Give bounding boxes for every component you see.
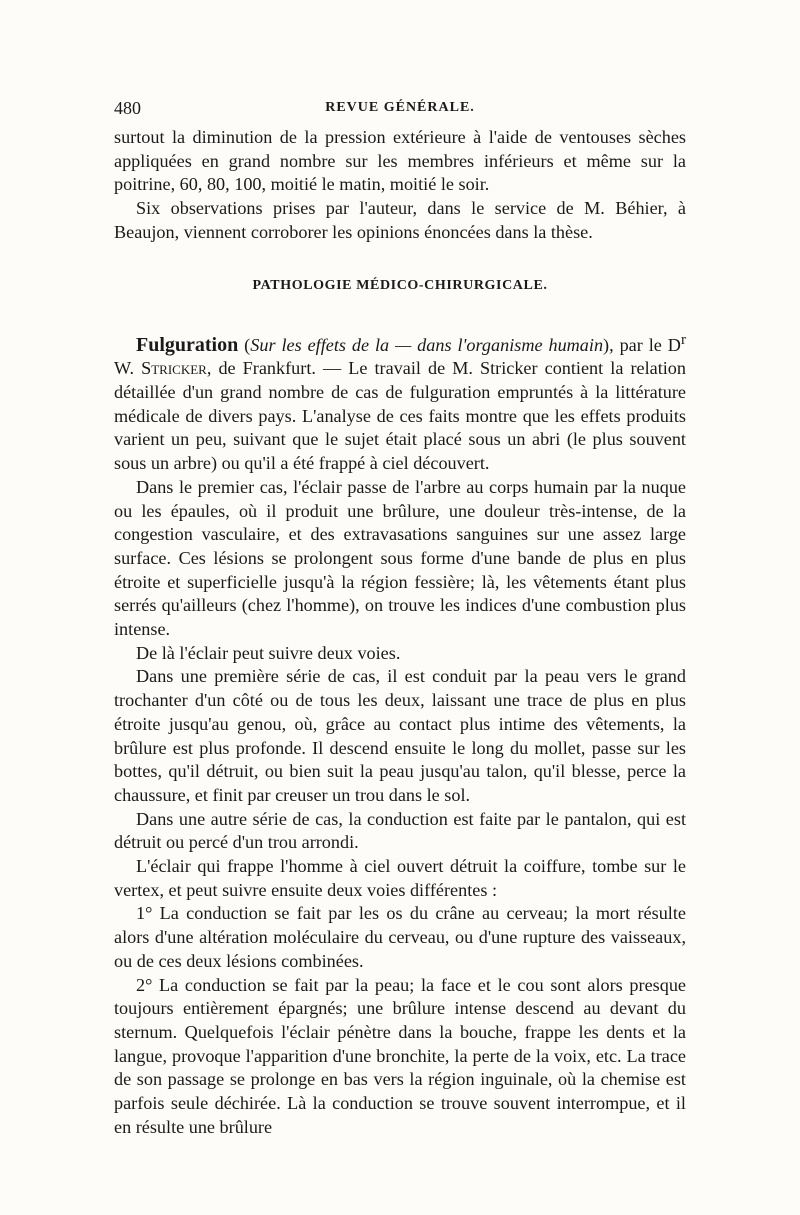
section-heading: PATHOLOGIE MÉDICO-CHIRURGICALE. xyxy=(252,277,548,293)
document-page xyxy=(114,98,686,1139)
paragraph: Six observations prises par l'auteur, dans le service de M. Béhier, à Beaujon, viennent corroborer les opinions énoncées dans la thèse. xyxy=(114,198,686,242)
author-initial: W. xyxy=(114,358,142,379)
running-title: REVUE GÉNÉRALE. xyxy=(325,100,475,115)
paragraph: De là l'éclair peut suivre deux voies. xyxy=(136,642,401,663)
list-item-paragraph: 2° La conduction se fait par la peau; la face et le cou sont alors presque toujours entièrement épargnés; une brûlure intense descend au devant du sternum. Quelquefois l'éclair pénètre dans la bouche, frappe les dents et la langue, provoque l'apparition d'une bronchite, la perte de la voix, etc. La trace de son passage se prolonge en bas vers la région inguinale, où la chemise est parfois seule déchirée. Là la conduction se trouve souvent interrompue, et il en résulte une brûlure xyxy=(114,974,686,1137)
subtitle-close: ), par le D xyxy=(603,334,681,355)
article-intro-text: , de Frankfurt. — Le travail de M. Stricker contient la relation détaillée d'un grand nombre de cas de fulguration empruntés à la littérature médicale de divers pays. L'analyse de ces faits montre que les effets produits varient un peu, suivant que le sujet était placé sous un abri (le plus souvent sous un arbre) ou qu'il a été frappé à ciel découvert. xyxy=(114,358,686,474)
list-item-paragraph: 1° La conduction se fait par les os du crâne au cerveau; la mort résulte alors d'une altération moléculaire du cerveau, ou d'une rupture des vaisseaux, ou de ces deux lésions combinées. xyxy=(114,903,686,971)
paragraph: L'éclair qui frappe l'homme à ciel ouvert détruit la coiffure, tombe sur le vertex, et peut suivre ensuite deux voies différentes : xyxy=(114,856,686,900)
article-subtitle: Sur les effets de la — dans l'organisme humain xyxy=(250,334,604,355)
paragraph: Dans une autre série de cas, la conduction est faite par le pantalon, qui est détruit ou percé d'un trou arrondi. xyxy=(114,808,686,853)
article-intro-paragraph xyxy=(114,328,686,476)
page-number: 480 xyxy=(114,98,141,118)
paragraph: Dans une première série de cas, il est conduit par la peau vers le grand trochanter d'un côté ou de tous les deux, laissant une trace de plus en plus étroite jusqu'au genou, où, grâce au contact plus intime des vêtements, la brûlure est plus profonde. Il descend ensuite le long du mollet, passe sur les bottes, qu'il détruit, ou bien suit la peau jusqu'au talon, qu'il blesse, perce la chaussure, et finit par creuser un trou dans le sol. xyxy=(114,666,686,805)
running-header xyxy=(114,98,686,122)
paragraph: surtout la diminution de la pression extérieure à l'aide de ventouses sèches appliquées en grand nombre sur les membres inférieurs et même sur la poitrine, 60, 80, 100, moitié le matin, moitié le soir. xyxy=(114,127,686,195)
paragraph: Dans le premier cas, l'éclair passe de l'arbre au corps humain par la nuque ou les épaules, où il produit une brûlure, une douleur très-intense, de la congestion vasculaire, et des extravasations sanguines sur une assez large surface. Ces lésions se prolongent sous forme d'une bande de plus en plus étroite et superficielle jusqu'à la région fessière; là, les vêtements étant plus serrés qu'ailleurs (chez l'homme), on trouve les indices d'une combustion plus intense. xyxy=(114,476,686,640)
article-title: Fulguration xyxy=(136,333,239,356)
subtitle-open: ( xyxy=(238,334,251,355)
doctor-superscript: r xyxy=(680,330,686,348)
author-name: Stricker xyxy=(141,358,207,379)
